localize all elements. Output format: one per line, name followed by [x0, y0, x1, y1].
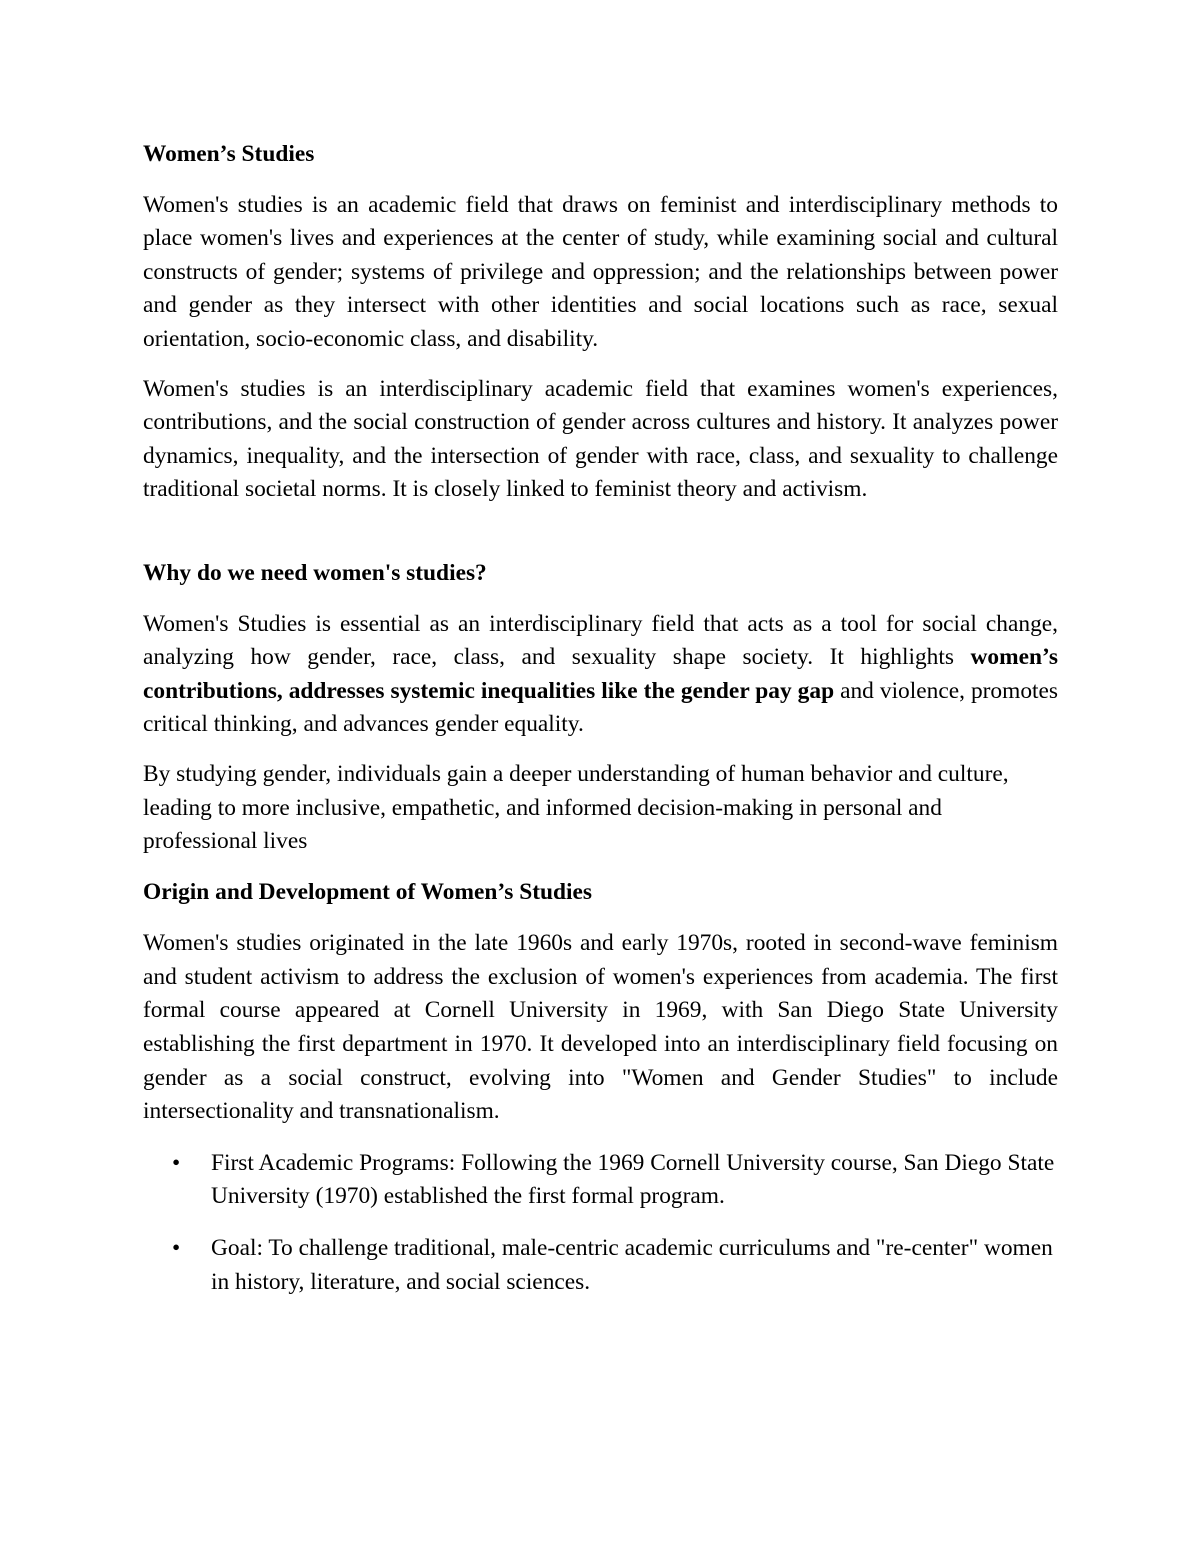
- paragraph-definition-2: Women's studies is an interdisciplinary academic field that examines women's experiences, contributions, and the social construction of gender across cultures and history. It analyzes power dynamics, inequality, and the intersection of gender with race, class, and sexuality to challenge traditional societal norms. It is closely linked to feminist theory and activism.: [143, 375, 1058, 503]
- document-body: [143, 138, 1058, 1317]
- paragraph-why-needed-2: By studying gender, individuals gain a deeper understanding of human behavior and culture, leading to more inclusive, empathetic, and informed decision-making in personal and professional lives: [143, 760, 1009, 855]
- heading-origin-development: Origin and Development of Women’s Studies: [143, 878, 593, 905]
- paragraph-why-outro: and violence, promotes critical thinking, and advances gender equality.: [143, 677, 1058, 738]
- list-item: [143, 1232, 1058, 1299]
- paragraph-origin: Women's studies originated in the late 1960s and early 1970s, rooted in second-wave feminism and student activism to address the exclusion of women's experiences from academia. The first formal course appeared at Cornell University in 1969, with San Diego State University establishing the first department in 1970. It developed into an interdisciplinary field focusing on gender as a social construct, evolving into "Women and Gender Studies" to include intersectionality and transnationalism.: [143, 930, 1058, 1125]
- paragraph-why-bold: women’s contributions, addresses systemic inequalities like the gender pay gap: [143, 644, 1058, 704]
- list-item-text: First Academic Programs: Following the 1969 Cornell University course, San Diego State University (1970) established the first formal program.: [211, 1149, 1055, 1210]
- list-item: [143, 1147, 1058, 1214]
- paragraph-why-intro: Women's Studies is essential as an interdisciplinary field that acts as a tool for social change, analyzing how gender, race, class, and sexuality shape society. It highlights: [143, 610, 1058, 671]
- bullet-icon: •: [172, 1149, 181, 1176]
- heading-womens-studies: Women’s Studies: [143, 141, 315, 167]
- bullet-list: [143, 1147, 1058, 1299]
- bullet-icon: •: [172, 1235, 181, 1262]
- paragraph-why-needed-1: [143, 608, 1058, 742]
- list-item-text: Goal: To challenge traditional, male-centric academic curriculums and "re-center" women in history, literature, and social sciences.: [211, 1235, 1053, 1295]
- heading-why-needed: Why do we need women's studies?: [143, 559, 487, 586]
- paragraph-definition-1: Women's studies is an academic field that draws on feminist and interdisciplinary methods to place women's lives and experiences at the center of study, while examining social and cultural constructs of gender; systems of privilege and oppression; and the relationships between power and gender as they intersect with other identities and social locations such as race, sexual orientation, socio-economic class, and disability.: [143, 191, 1058, 352]
